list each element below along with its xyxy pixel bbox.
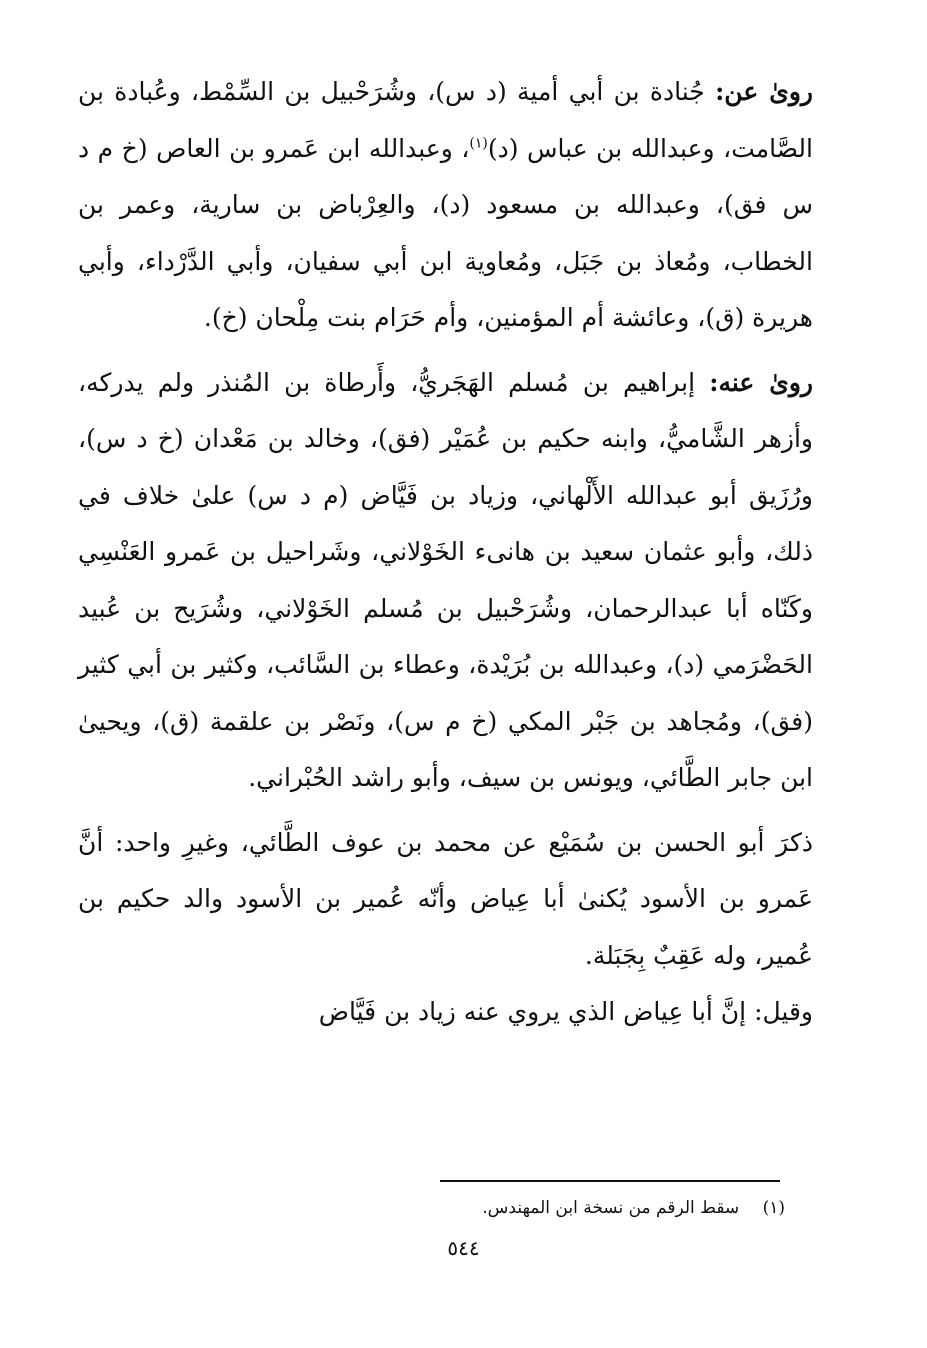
paragraph-lead: روىٰ عن: (715, 77, 813, 106)
footnote (420, 1198, 785, 1218)
paragraph-narrated-by (78, 355, 813, 807)
paragraph-body: إبراهيم بن مُسلم الهَجَريُّ، وأَرطاة بن المُنذر ولم يدركه، وأزهر الشَّاميُّ، وابنه حكيم بن عُمَيْر (فق)، وخالد بن مَعْدان (خ د س)، ورُزَيق أبو عبدالله الأَلْهاني، وزياد بن فَيَّاض (م د س) علىٰ خلاف في ذلك، وأبو عثمان سعيد بن هانىء الخَوْلاني، وشَراحيل بن عَمرو العَنْسِي وكَنّاه أبا عبدالرحمان، وشُرَحْبيل بن مُسلم الخَوْلاني، وشُرَيح بن عُبيد الحَضْرَمي (د)، وعبدالله بن بُرَيْدة، وعطاء بن السَّائب، وكثير بن أبي كثير (فق)، ومُجاهد بن جَبْر المكي (خ م س)، ونَصْر بن علقمة (ق)، ويحيىٰ ابن جابر الطَّائي، ويونس بن سيف، وأبو راشد الحُبْراني. (78, 367, 813, 792)
paragraph-body: جُنادة بن أبي أمية (د س)، وشُرَحْبيل بن السِّمْط، وعُبادة بن الصَّامت، وعبدالله بن عباس (د) (78, 77, 813, 163)
footnote-divider (440, 1180, 780, 1182)
paragraph-narrated-from (78, 64, 813, 347)
paragraph-body-continued: ، وعبدالله ابن عَمرو بن العاص (خ م د س فق)، وعبدالله بن مسعود (د)، والعِرْباض بن سارية، وعمر بن الخطاب، ومُعاذ بن جَبَل، ومُعاوية ابن أبي سفيان، وأبي الدَّرْداء، وأبي هريرة (ق)، وعائشة أم المؤمنين، وأم حَرَام بنت مِلْحان (خ). (78, 133, 813, 332)
footnote-number: (١) (762, 1198, 785, 1218)
paragraph-it-was-said (78, 984, 813, 1041)
paragraph-mentioned (78, 815, 813, 985)
page-number: ٥٤٤ (447, 1236, 480, 1260)
paragraph-body: ذكرَ أبو الحسن بن سُمَيْع عن محمد بن عوف الطَّائي، وغيرِ واحد: أنَّ عَمرو بن الأسود يُكنىٰ أبا عِياض وأنّه عُمير بن الأسود والد حكيم بن عُمير، وله عَقِبٌ بِجَبَلة. (78, 827, 813, 970)
main-text (78, 64, 813, 1041)
footnote-text: سقط الرقم من نسخة ابن المهندس. (482, 1198, 740, 1218)
footnote-reference: (١) (469, 135, 488, 152)
paragraph-lead: روىٰ عنه: (709, 367, 813, 397)
paragraph-body: وقيل: إنَّ أبا عِياض الذي يروي عنه زياد بن فَيَّاض (318, 997, 813, 1026)
